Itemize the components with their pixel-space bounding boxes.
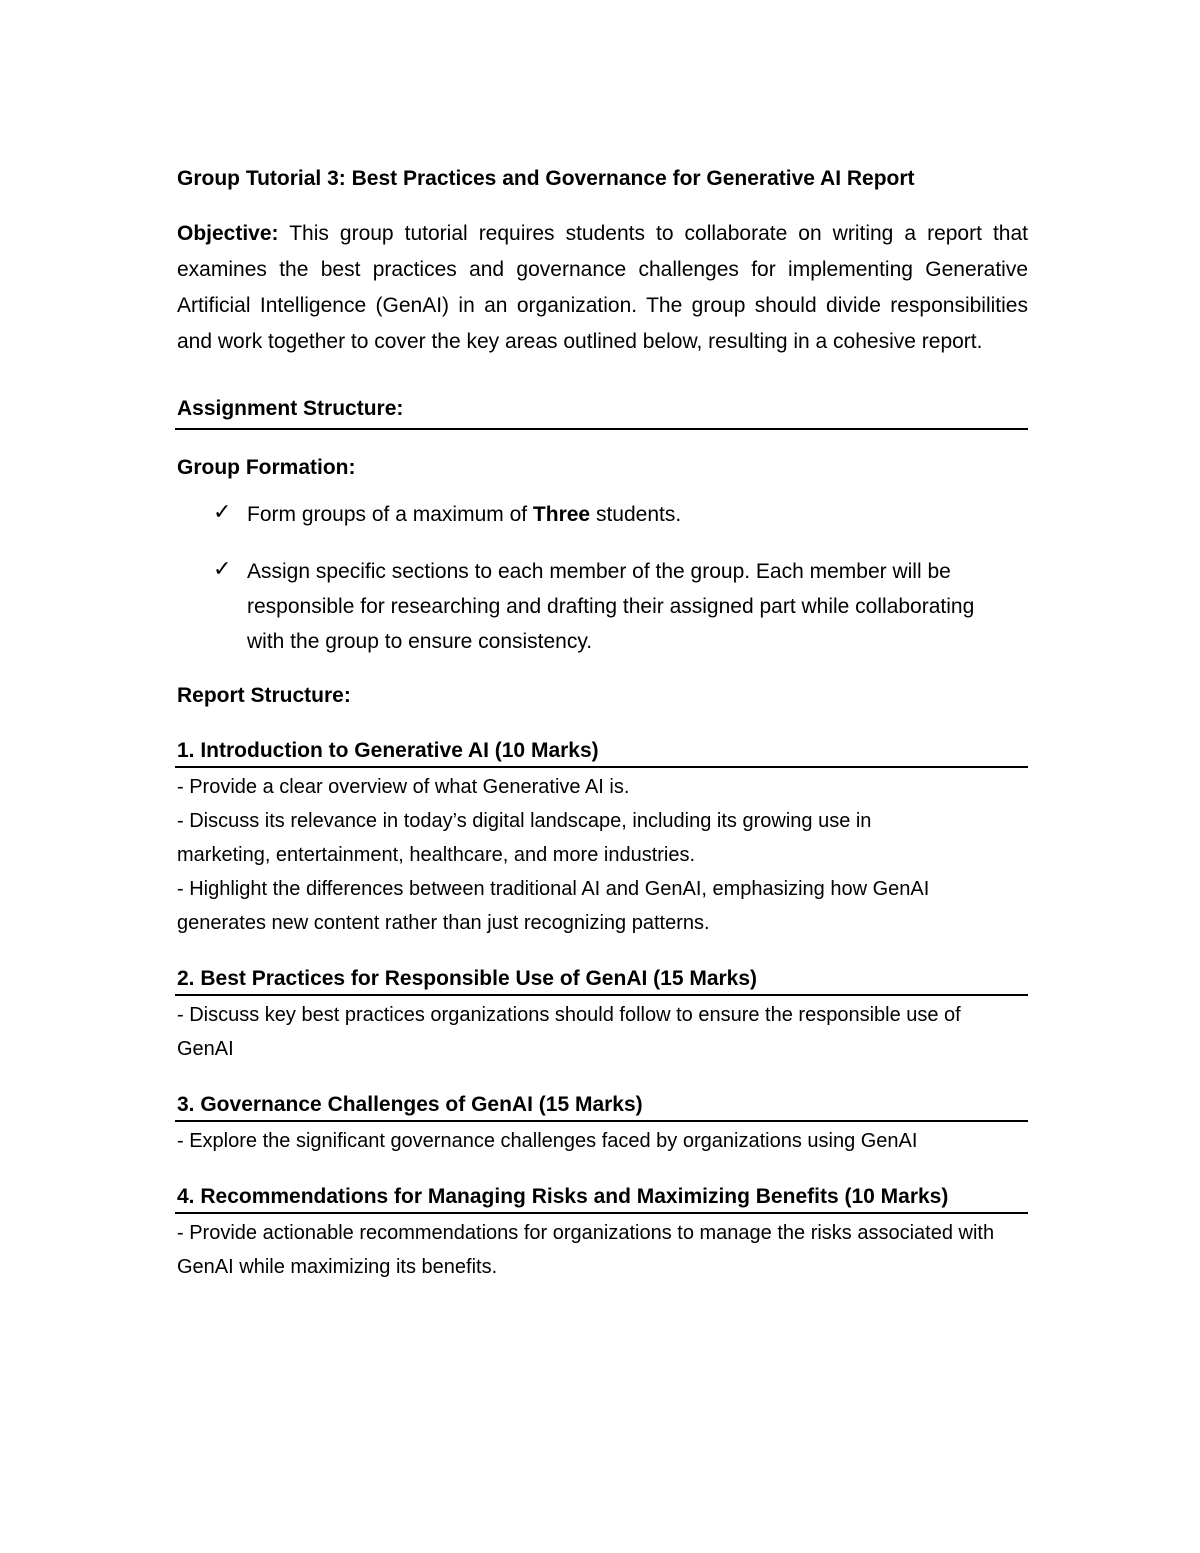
group-formation-item-text: Assign specific sections to each member of the group. Each member will be responsible for researching and drafting their assigned part while collaborating with the group to ensure consistency.: [247, 560, 975, 653]
section-title: 4. Recommendations for Managing Risks and Maximizing Benefits (10 Marks): [177, 1185, 949, 1208]
group-formation-item-text: Form groups of a maximum of: [247, 503, 533, 526]
checkmark-icon: ✓: [213, 499, 232, 524]
section-line: - Provide actionable recommendations for organizations to manage the risks associated with GenAI while maximizing its benefits.: [177, 1222, 995, 1278]
group-formation-heading: Group Formation:: [177, 456, 356, 479]
section-body: [177, 1214, 1028, 1284]
group-formation-list: [177, 497, 1028, 659]
report-structure-heading: Report Structure:: [177, 684, 351, 707]
objective-paragraph: [177, 216, 1028, 360]
group-formation-item: [177, 554, 1017, 659]
section-line: - Discuss its relevance in today’s digital landscape, including its growing use in marketing, entertainment, healthcare, and more industries.: [177, 810, 872, 866]
document-page: [177, 160, 1028, 1284]
section-line: - Explore the significant governance challenges faced by organizations using GenAI: [177, 1130, 918, 1152]
assignment-structure-rule: [175, 428, 1028, 430]
report-section: [177, 1182, 1028, 1284]
objective-text: This group tutorial requires students to collaborate on writing a report that examines the best practices and governance challenges for implementing Generative Artificial Intelligence (GenAI) in an organization. The group should divide responsibilities and work together to cover the key areas outlined below, resulting in a cohesive report.: [177, 222, 1028, 353]
group-formation-item: [177, 497, 1017, 532]
section-line: - Highlight the differences between traditional AI and GenAI, emphasizing how GenAI generates new content rather than just recognizing patterns.: [177, 878, 930, 934]
document-title: Group Tutorial 3: Best Practices and Governance for Generative AI Report: [177, 167, 915, 190]
checkmark-icon: ✓: [213, 556, 232, 581]
assignment-structure-heading: Assignment Structure:: [177, 397, 404, 420]
group-formation-item-bold: Three: [532, 503, 591, 526]
section-title: 1. Introduction to Generative AI (10 Marks): [177, 739, 599, 762]
report-section: [177, 1090, 1028, 1158]
group-formation-item-text-end: students.: [590, 503, 682, 526]
section-body: [177, 996, 1028, 1066]
report-section: [177, 964, 1028, 1066]
report-section: [177, 736, 1028, 940]
section-title: 2. Best Practices for Responsible Use of GenAI (15 Marks): [177, 967, 758, 990]
section-body: [177, 768, 1028, 940]
section-line: - Provide a clear overview of what Generative AI is.: [177, 776, 630, 798]
section-body: [177, 1122, 1028, 1158]
section-line: - Discuss key best practices organizations should follow to ensure the responsible use of GenAI: [177, 1004, 961, 1060]
objective-label: Objective:: [177, 222, 279, 245]
section-title: 3. Governance Challenges of GenAI (15 Marks): [177, 1093, 643, 1116]
